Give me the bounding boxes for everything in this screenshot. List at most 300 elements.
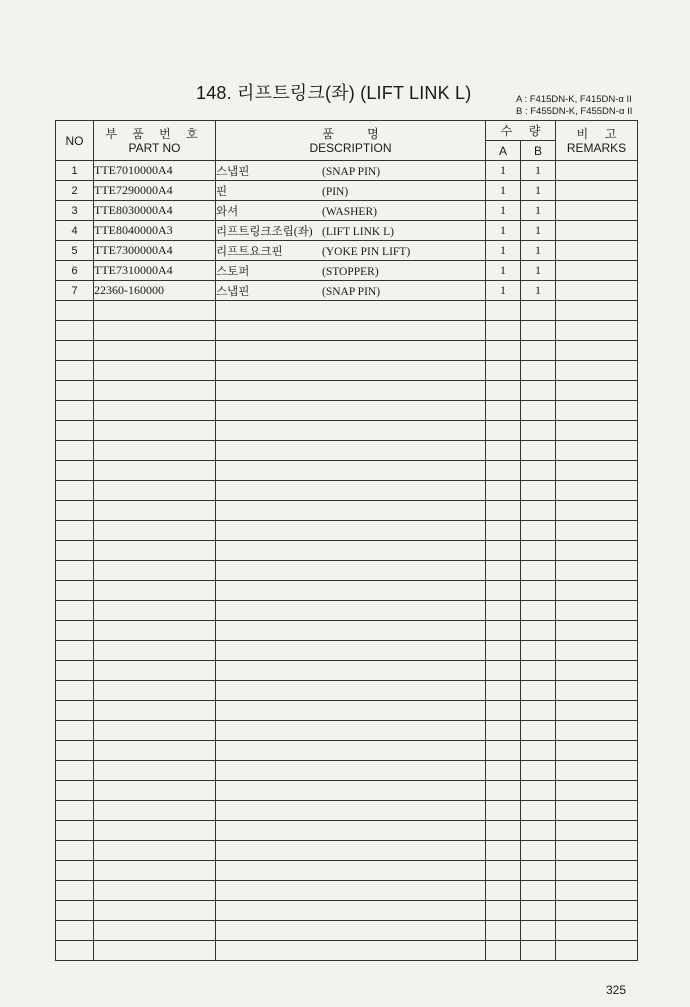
empty-cell <box>521 721 556 741</box>
empty-cell <box>556 781 638 801</box>
empty-cell <box>556 521 638 541</box>
empty-cell <box>556 401 638 421</box>
cell-part-no: TTE7010000A4 <box>94 161 216 181</box>
col-header-part-no-ko: 부 품 번 호 <box>105 126 204 141</box>
empty-table-row <box>56 401 638 421</box>
col-header-remarks-ko: 비 고 <box>576 126 617 141</box>
empty-cell <box>94 381 216 401</box>
empty-cell <box>486 661 521 681</box>
empty-cell <box>94 721 216 741</box>
empty-table-row <box>56 801 638 821</box>
cell-qty-b: 1 <box>521 181 556 201</box>
empty-cell <box>556 741 638 761</box>
empty-cell <box>521 681 556 701</box>
empty-cell <box>56 841 94 861</box>
empty-cell <box>56 661 94 681</box>
cell-remarks <box>556 261 638 281</box>
empty-cell <box>556 461 638 481</box>
empty-table-row <box>56 861 638 881</box>
empty-cell <box>521 861 556 881</box>
empty-cell <box>56 701 94 721</box>
empty-cell <box>216 461 486 481</box>
empty-cell <box>56 741 94 761</box>
cell-no: 2 <box>56 181 94 201</box>
empty-cell <box>216 741 486 761</box>
empty-table-row <box>56 721 638 741</box>
col-header-description <box>216 121 486 161</box>
empty-table-row <box>56 561 638 581</box>
cell-no: 4 <box>56 221 94 241</box>
empty-table-row <box>56 821 638 841</box>
empty-cell <box>56 881 94 901</box>
cell-name-ko: 리프트링크조립(좌) <box>216 225 313 238</box>
table-row <box>56 161 638 181</box>
empty-cell <box>521 421 556 441</box>
empty-table-row <box>56 341 638 361</box>
empty-cell <box>521 381 556 401</box>
cell-no: 5 <box>56 241 94 261</box>
cell-remarks <box>556 241 638 261</box>
cell-remarks <box>556 281 638 301</box>
cell-description <box>216 281 486 301</box>
empty-table-row <box>56 921 638 941</box>
empty-cell <box>94 921 216 941</box>
page-title: 148. 리프트링크(좌) (LIFT LINK L) <box>196 83 472 103</box>
empty-cell <box>521 441 556 461</box>
empty-cell <box>216 681 486 701</box>
empty-table-row <box>56 621 638 641</box>
empty-cell <box>521 561 556 581</box>
cell-name-en: (SNAP PIN) <box>322 285 381 298</box>
empty-cell <box>216 621 486 641</box>
cell-part-no: TTE7290000A4 <box>94 181 216 201</box>
empty-cell <box>216 341 486 361</box>
empty-cell <box>556 821 638 841</box>
empty-table-row <box>56 681 638 701</box>
empty-cell <box>216 421 486 441</box>
empty-cell <box>56 521 94 541</box>
empty-cell <box>216 901 486 921</box>
empty-cell <box>216 881 486 901</box>
cell-no: 6 <box>56 261 94 281</box>
empty-cell <box>216 401 486 421</box>
empty-cell <box>94 561 216 581</box>
empty-table-row <box>56 641 638 661</box>
empty-cell <box>556 861 638 881</box>
empty-cell <box>56 901 94 921</box>
col-header-part-no <box>94 121 216 161</box>
empty-cell <box>556 701 638 721</box>
empty-cell <box>556 421 638 441</box>
empty-cell <box>486 441 521 461</box>
empty-cell <box>94 661 216 681</box>
empty-cell <box>94 481 216 501</box>
empty-cell <box>521 361 556 381</box>
empty-cell <box>556 801 638 821</box>
empty-cell <box>521 481 556 501</box>
empty-cell <box>94 521 216 541</box>
empty-cell <box>216 841 486 861</box>
empty-table-row <box>56 761 638 781</box>
empty-cell <box>486 741 521 761</box>
empty-cell <box>521 821 556 841</box>
empty-cell <box>521 941 556 961</box>
col-header-remarks <box>556 121 638 161</box>
empty-cell <box>94 781 216 801</box>
empty-cell <box>56 341 94 361</box>
empty-cell <box>486 721 521 741</box>
empty-cell <box>521 801 556 821</box>
empty-cell <box>216 521 486 541</box>
empty-cell <box>56 361 94 381</box>
cell-remarks <box>556 161 638 181</box>
empty-cell <box>556 501 638 521</box>
empty-table-row <box>56 881 638 901</box>
cell-no: 7 <box>56 281 94 301</box>
empty-cell <box>486 481 521 501</box>
parts-table <box>55 120 638 961</box>
empty-cell <box>56 601 94 621</box>
cell-qty-a: 1 <box>486 241 521 261</box>
empty-cell <box>94 401 216 421</box>
empty-cell <box>521 541 556 561</box>
empty-table-row <box>56 601 638 621</box>
cell-qty-b: 1 <box>521 281 556 301</box>
empty-cell <box>56 761 94 781</box>
empty-cell <box>56 641 94 661</box>
cell-qty-b: 1 <box>521 201 556 221</box>
empty-cell <box>486 341 521 361</box>
empty-table-row <box>56 461 638 481</box>
empty-cell <box>94 901 216 921</box>
empty-cell <box>556 601 638 621</box>
empty-cell <box>216 361 486 381</box>
cell-qty-a: 1 <box>486 161 521 181</box>
empty-cell <box>486 861 521 881</box>
empty-cell <box>521 741 556 761</box>
table-row <box>56 261 638 281</box>
table-row <box>56 181 638 201</box>
empty-cell <box>56 461 94 481</box>
cell-qty-a: 1 <box>486 261 521 281</box>
empty-cell <box>521 401 556 421</box>
empty-cell <box>94 601 216 621</box>
empty-table-row <box>56 441 638 461</box>
table-row <box>56 241 638 261</box>
empty-cell <box>486 881 521 901</box>
cell-name-ko: 스토퍼 <box>216 265 250 278</box>
empty-table-row <box>56 301 638 321</box>
empty-cell <box>94 501 216 521</box>
cell-name-en: (YOKE PIN LIFT) <box>322 245 411 258</box>
empty-cell <box>216 761 486 781</box>
empty-table-row <box>56 481 638 501</box>
empty-cell <box>216 581 486 601</box>
empty-cell <box>486 921 521 941</box>
empty-cell <box>521 661 556 681</box>
empty-cell <box>56 321 94 341</box>
empty-cell <box>486 541 521 561</box>
cell-description <box>216 181 486 201</box>
cell-description <box>216 161 486 181</box>
col-header-qty-b: B <box>521 141 556 161</box>
empty-cell <box>94 641 216 661</box>
cell-qty-b: 1 <box>521 241 556 261</box>
empty-cell <box>94 801 216 821</box>
empty-cell <box>216 481 486 501</box>
empty-cell <box>556 301 638 321</box>
cell-description <box>216 221 486 241</box>
empty-cell <box>56 381 94 401</box>
empty-cell <box>94 301 216 321</box>
empty-cell <box>94 621 216 641</box>
empty-cell <box>216 701 486 721</box>
empty-cell <box>521 761 556 781</box>
empty-table-row <box>56 901 638 921</box>
cell-part-no: TTE7310000A4 <box>94 261 216 281</box>
empty-cell <box>94 681 216 701</box>
col-header-qty: 수 량 <box>486 121 556 141</box>
empty-cell <box>56 941 94 961</box>
empty-cell <box>486 641 521 661</box>
empty-cell <box>216 561 486 581</box>
empty-table-row <box>56 841 638 861</box>
empty-cell <box>486 301 521 321</box>
empty-cell <box>486 941 521 961</box>
empty-cell <box>521 581 556 601</box>
empty-table-row <box>56 661 638 681</box>
empty-table-row <box>56 421 638 441</box>
cell-description <box>216 241 486 261</box>
empty-cell <box>556 321 638 341</box>
empty-cell <box>56 721 94 741</box>
empty-cell <box>486 381 521 401</box>
empty-cell <box>486 321 521 341</box>
empty-cell <box>216 661 486 681</box>
empty-cell <box>56 621 94 641</box>
model-legend <box>516 94 632 118</box>
empty-cell <box>216 721 486 741</box>
cell-name-ko: 리프트요크핀 <box>216 245 283 258</box>
model-a-legend: A : F415DN-K, F415DN-α II <box>516 94 632 105</box>
empty-cell <box>56 781 94 801</box>
cell-no: 1 <box>56 161 94 181</box>
col-header-part-no-en: PART NO <box>128 140 181 155</box>
empty-cell <box>216 821 486 841</box>
cell-name-ko: 스냅핀 <box>216 285 250 298</box>
empty-table-row <box>56 501 638 521</box>
empty-cell <box>556 481 638 501</box>
cell-part-no: 22360-160000 <box>94 281 216 301</box>
empty-cell <box>94 461 216 481</box>
empty-cell <box>216 641 486 661</box>
empty-cell <box>556 341 638 361</box>
empty-cell <box>521 301 556 321</box>
empty-cell <box>521 341 556 361</box>
empty-cell <box>94 941 216 961</box>
empty-cell <box>521 321 556 341</box>
empty-cell <box>94 861 216 881</box>
empty-cell <box>521 461 556 481</box>
cell-qty-a: 1 <box>486 181 521 201</box>
empty-cell <box>521 501 556 521</box>
empty-cell <box>556 581 638 601</box>
empty-table-row <box>56 381 638 401</box>
empty-cell <box>486 821 521 841</box>
empty-table-row <box>56 741 638 761</box>
empty-cell <box>486 521 521 541</box>
empty-cell <box>556 841 638 861</box>
cell-qty-b: 1 <box>521 261 556 281</box>
table-row <box>56 281 638 301</box>
empty-cell <box>216 301 486 321</box>
empty-cell <box>556 761 638 781</box>
empty-cell <box>486 701 521 721</box>
cell-name-ko: 핀 <box>216 185 228 198</box>
empty-cell <box>56 581 94 601</box>
empty-cell <box>486 681 521 701</box>
empty-cell <box>94 581 216 601</box>
empty-table-row <box>56 321 638 341</box>
empty-cell <box>56 401 94 421</box>
empty-cell <box>486 601 521 621</box>
table-row <box>56 221 638 241</box>
empty-cell <box>56 501 94 521</box>
empty-cell <box>556 661 638 681</box>
cell-qty-b: 1 <box>521 161 556 181</box>
empty-cell <box>94 741 216 761</box>
cell-part-no: TTE8030000A4 <box>94 201 216 221</box>
empty-cell <box>216 321 486 341</box>
empty-cell <box>556 941 638 961</box>
empty-cell <box>94 701 216 721</box>
empty-cell <box>521 601 556 621</box>
empty-table-row <box>56 781 638 801</box>
empty-cell <box>486 461 521 481</box>
empty-cell <box>94 321 216 341</box>
empty-cell <box>216 601 486 621</box>
empty-cell <box>521 781 556 801</box>
page-number: 325 <box>606 983 627 997</box>
empty-cell <box>521 641 556 661</box>
empty-cell <box>94 881 216 901</box>
empty-cell <box>94 821 216 841</box>
cell-qty-a: 1 <box>486 221 521 241</box>
empty-cell <box>486 621 521 641</box>
empty-cell <box>556 381 638 401</box>
empty-cell <box>94 441 216 461</box>
empty-cell <box>216 381 486 401</box>
cell-qty-b: 1 <box>521 221 556 241</box>
table-row <box>56 201 638 221</box>
cell-part-no: TTE8040000A3 <box>94 221 216 241</box>
cell-description <box>216 261 486 281</box>
cell-description <box>216 201 486 221</box>
empty-cell <box>521 521 556 541</box>
empty-cell <box>521 881 556 901</box>
empty-cell <box>486 561 521 581</box>
empty-cell <box>556 901 638 921</box>
empty-cell <box>56 421 94 441</box>
empty-cell <box>556 681 638 701</box>
empty-cell <box>556 921 638 941</box>
empty-cell <box>56 441 94 461</box>
empty-cell <box>556 641 638 661</box>
empty-cell <box>521 901 556 921</box>
empty-cell <box>486 501 521 521</box>
empty-cell <box>486 361 521 381</box>
empty-cell <box>521 701 556 721</box>
empty-cell <box>521 921 556 941</box>
cell-remarks <box>556 221 638 241</box>
empty-cell <box>556 441 638 461</box>
cell-qty-a: 1 <box>486 201 521 221</box>
empty-cell <box>486 401 521 421</box>
empty-cell <box>216 921 486 941</box>
empty-cell <box>56 921 94 941</box>
cell-name-en: (SNAP PIN) <box>322 165 381 178</box>
empty-cell <box>94 541 216 561</box>
cell-name-en: (WASHER) <box>322 205 377 218</box>
cell-name-ko: 와셔 <box>216 205 239 218</box>
col-header-qty-a: A <box>486 141 521 161</box>
empty-cell <box>486 581 521 601</box>
parts-table-body <box>56 161 638 961</box>
cell-no: 3 <box>56 201 94 221</box>
empty-cell <box>56 301 94 321</box>
empty-cell <box>94 421 216 441</box>
cell-remarks <box>556 181 638 201</box>
empty-cell <box>56 541 94 561</box>
empty-cell <box>94 341 216 361</box>
cell-name-ko: 스냅핀 <box>216 165 250 178</box>
empty-cell <box>216 801 486 821</box>
empty-cell <box>216 781 486 801</box>
empty-table-row <box>56 541 638 561</box>
empty-cell <box>486 421 521 441</box>
empty-cell <box>56 801 94 821</box>
col-header-no: NO <box>56 121 94 161</box>
empty-cell <box>486 901 521 921</box>
empty-cell <box>556 621 638 641</box>
empty-cell <box>486 841 521 861</box>
cell-part-no: TTE7300000A4 <box>94 241 216 261</box>
empty-cell <box>216 501 486 521</box>
empty-table-row <box>56 701 638 721</box>
empty-table-row <box>56 361 638 381</box>
col-header-remarks-en: REMARKS <box>566 140 627 155</box>
empty-cell <box>56 561 94 581</box>
empty-cell <box>56 681 94 701</box>
cell-name-en: (LIFT LINK L) <box>322 225 394 238</box>
empty-cell <box>94 841 216 861</box>
empty-table-row <box>56 941 638 961</box>
cell-remarks <box>556 201 638 221</box>
empty-cell <box>486 781 521 801</box>
cell-name-en: (STOPPER) <box>322 265 379 278</box>
model-b-legend: B : F455DN-K, F455DN-α II <box>516 106 633 117</box>
empty-cell <box>556 721 638 741</box>
empty-cell <box>216 441 486 461</box>
empty-cell <box>486 761 521 781</box>
empty-cell <box>56 481 94 501</box>
empty-cell <box>94 361 216 381</box>
empty-cell <box>556 541 638 561</box>
empty-cell <box>216 541 486 561</box>
col-header-description-ko: 품 명 <box>322 126 379 141</box>
empty-cell <box>556 881 638 901</box>
empty-table-row <box>56 521 638 541</box>
